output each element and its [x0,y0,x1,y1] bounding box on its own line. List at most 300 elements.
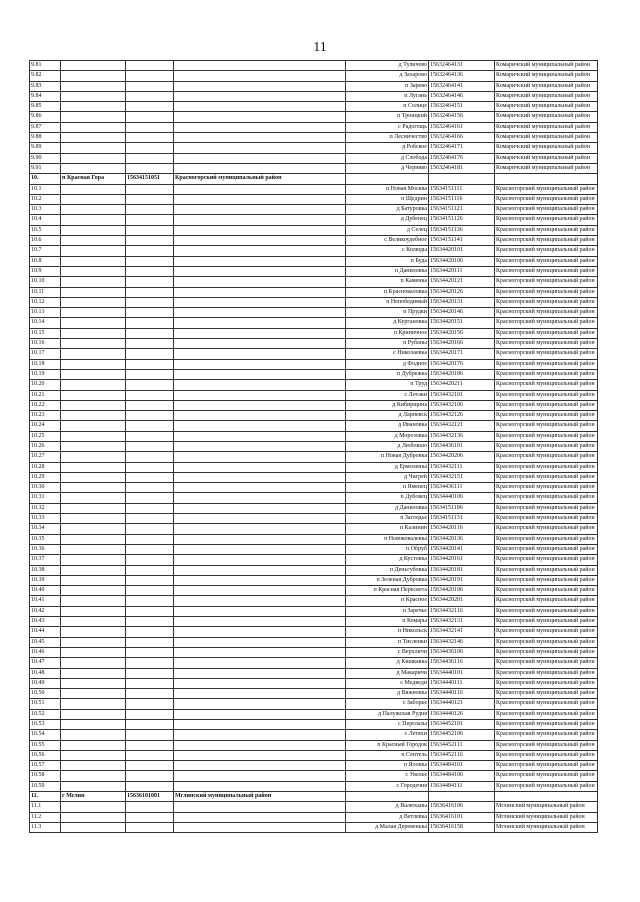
center-name-cell [61,627,126,637]
municipality-name-cell [174,359,346,369]
district-name-cell: Красногорский муниципальный район [495,709,598,719]
oktmo-code-cell: 15632464181 [429,163,495,173]
district-name-cell: Мглинский муниципальный район [495,802,598,812]
center-code-cell [126,647,174,657]
table-body [30,61,598,833]
center-code-cell [126,431,174,441]
settlement-name-cell: д Селец [346,225,429,235]
table-row [30,637,598,647]
center-name-cell [61,71,126,81]
row-number-cell: 10.6 [30,236,61,246]
settlement-name-cell: с Городечня [346,781,429,791]
municipality-name-cell [174,441,346,451]
center-code-cell [126,184,174,194]
center-code-cell [126,689,174,699]
center-code-cell [126,400,174,410]
municipality-name-cell [174,689,346,699]
municipality-name-cell [174,709,346,719]
center-name-cell [61,246,126,256]
center-name-cell [61,596,126,606]
center-name-cell [61,452,126,462]
table-row [30,668,598,678]
district-name-cell: Красногорский муниципальный район [495,359,598,369]
oktmo-code-cell: 15634432146 [429,637,495,647]
center-code-cell [126,575,174,585]
table-row [30,596,598,606]
center-code-cell [126,822,174,832]
district-name-cell: Красногорский муниципальный район [495,246,598,256]
settlement-name-cell: п Солнце [346,102,429,112]
district-name-cell: Красногорский муниципальный район [495,400,598,410]
municipality-name-cell [174,205,346,215]
district-name-cell: Красногорский муниципальный район [495,297,598,307]
municipality-name-cell [174,266,346,276]
row-number-cell: 10.57 [30,761,61,771]
center-name-cell [61,503,126,513]
table-row [30,287,598,297]
center-name-cell [61,122,126,132]
oktmo-code-cell: 15634436101 [429,441,495,451]
municipality-name-cell [174,586,346,596]
table-row [30,647,598,657]
oktmo-code-cell: 15634432136 [429,431,495,441]
oktmo-code-cell: 15634151106 [429,503,495,513]
table-row [30,493,598,503]
row-number-cell: 10.59 [30,781,61,791]
row-number-cell: 10.10 [30,277,61,287]
district-name-cell: Красногорский муниципальный район [495,689,598,699]
center-code-cell [126,102,174,112]
row-number-cell: 11.3 [30,822,61,832]
district-name-cell: Красногорский муниципальный район [495,349,598,359]
center-name-cell [61,163,126,173]
center-code-cell [126,236,174,246]
district-name-cell: Комаричский муниципальный район [495,153,598,163]
table-row [30,411,598,421]
municipality-name-cell [174,431,346,441]
district-name-cell: Красногорский муниципальный район [495,627,598,637]
center-code-cell [126,514,174,524]
center-code-cell: 15636101001 [126,792,174,802]
center-name-cell [61,750,126,760]
table-row [30,380,598,390]
row-number-cell: 10.13 [30,308,61,318]
row-number-cell: 11.1 [30,802,61,812]
oktmo-code-cell: 15634151141 [429,236,495,246]
center-code-cell [126,771,174,781]
table-row [30,102,598,112]
table-row [30,462,598,472]
row-number-cell: 10.32 [30,503,61,513]
table-row [30,308,598,318]
district-name-cell: Красногорский муниципальный район [495,514,598,524]
table-row [30,174,598,184]
settlement-name-cell: п Сентель [346,750,429,760]
district-name-cell: Красногорский муниципальный район [495,194,598,204]
table-row [30,802,598,812]
center-name-cell [61,380,126,390]
oktmo-code-cell: 15634436116 [429,658,495,668]
table-row [30,617,598,627]
municipality-name-cell [174,112,346,122]
municipality-name-cell [174,658,346,668]
center-name-cell [61,802,126,812]
center-name-cell [61,740,126,750]
row-number-cell: 10.49 [30,678,61,688]
center-name-cell [61,277,126,287]
center-name-cell [61,411,126,421]
row-number-cell: 10.55 [30,740,61,750]
municipality-name-cell [174,617,346,627]
municipality-name-cell: Красногорский муниципальный район [174,174,346,184]
district-name-cell: Красногорский муниципальный район [495,596,598,606]
table-row [30,297,598,307]
district-name-cell: Красногорский муниципальный район [495,658,598,668]
settlement-name-cell: п Деньгубовка [346,565,429,575]
oktmo-code-cell: 15634420181 [429,565,495,575]
municipality-name-cell [174,133,346,143]
district-name-cell: Красногорский муниципальный район [495,781,598,791]
municipality-name-cell [174,297,346,307]
oktmo-code-cell: 15632464161 [429,122,495,132]
center-code-cell [126,411,174,421]
row-number-cell: 10.3 [30,205,61,215]
row-number-cell: 9.83 [30,81,61,91]
table-row [30,328,598,338]
municipality-name-cell: Мглинский муниципальный район [174,792,346,802]
settlement-name-cell [346,792,429,802]
district-name-cell: Красногорский муниципальный район [495,524,598,534]
table-row [30,606,598,616]
municipality-name-cell [174,514,346,524]
district-name-cell: Красногорский муниципальный район [495,678,598,688]
row-number-cell: 10.46 [30,647,61,657]
settlement-name-cell: п Никольск [346,627,429,637]
district-name-cell: Красногорский муниципальный район [495,647,598,657]
district-name-cell: Красногорский муниципальный район [495,730,598,740]
settlement-name-cell: п Красное [346,596,429,606]
municipality-name-cell [174,750,346,760]
municipality-name-cell [174,606,346,616]
row-number-cell: 10.2 [30,194,61,204]
municipality-name-cell [174,647,346,657]
row-number-cell: 10.31 [30,493,61,503]
district-name-cell: Красногорский муниципальный район [495,339,598,349]
settlement-name-cell: д Любовшо [346,441,429,451]
center-code-cell [126,194,174,204]
district-name-cell: Красногорский муниципальный район [495,441,598,451]
center-code-cell [126,71,174,81]
oktmo-code-cell: 15634436111 [429,483,495,493]
municipality-name-cell [174,524,346,534]
table-row [30,359,598,369]
district-name-cell: Комаричский муниципальный район [495,112,598,122]
center-name-cell [61,606,126,616]
oktmo-code-cell: 15632464151 [429,102,495,112]
row-number-cell: 10.41 [30,596,61,606]
district-name-cell: Красногорский муниципальный район [495,544,598,554]
district-name-cell: Комаричский муниципальный район [495,143,598,153]
table-row [30,215,598,225]
district-name-cell: Красногорский муниципальный район [495,606,598,616]
oktmo-code-cell: 15634420151 [429,318,495,328]
center-name-cell [61,133,126,143]
municipality-name-cell [174,102,346,112]
center-code-cell [126,308,174,318]
row-number-cell: 10.26 [30,441,61,451]
settlement-name-cell: п Прудки [346,308,429,318]
municipality-name-cell [174,761,346,771]
center-name-cell: п Красная Гора [61,174,126,184]
table-row [30,339,598,349]
table-row [30,709,598,719]
table-row [30,524,598,534]
oktmo-code-cell: 15634432111 [429,462,495,472]
district-name-cell: Комаричский муниципальный район [495,71,598,81]
center-code-cell [126,441,174,451]
municipality-name-cell [174,287,346,297]
district-name-cell [495,174,598,184]
row-number-cell: 10.53 [30,720,61,730]
municipality-name-cell [174,328,346,338]
center-name-cell [61,617,126,627]
center-code-cell [126,205,174,215]
center-name-cell [61,256,126,266]
settlement-name-cell: п Щедрин [346,194,429,204]
row-number-cell: 10.16 [30,339,61,349]
district-name-cell: Комаричский муниципальный район [495,61,598,71]
table-row [30,277,598,287]
settlement-name-cell: с Верхличи [346,647,429,657]
settlement-name-cell: п Зеленая Дубровка [346,575,429,585]
center-code-cell [126,627,174,637]
settlement-name-cell: д Туличево [346,61,429,71]
table-row [30,153,598,163]
center-code-cell [126,61,174,71]
table-row [30,771,598,781]
row-number-cell: 10.23 [30,411,61,421]
center-code-cell [126,503,174,513]
municipality-name-cell [174,411,346,421]
center-code-cell [126,586,174,596]
settlement-name-cell: д Макаричи [346,668,429,678]
settlement-name-cell: п Новая Дубровка [346,452,429,462]
settlement-name-cell: п Заглодье [346,514,429,524]
center-code-cell [126,359,174,369]
settlement-name-cell: п Калинин [346,524,429,534]
center-code-cell [126,328,174,338]
municipality-name-cell [174,163,346,173]
district-name-cell: Красногорский муниципальный район [495,740,598,750]
settlement-name-cell: с Заборье [346,699,429,709]
center-code-cell [126,544,174,554]
center-name-cell [61,112,126,122]
row-number-cell: 9.87 [30,122,61,132]
center-code-cell [126,709,174,719]
row-number-cell: 10.8 [30,256,61,266]
district-name-cell: Красногорский муниципальный район [495,236,598,246]
table-row [30,658,598,668]
district-name-cell: Красногорский муниципальный район [495,699,598,709]
row-number-cell: 10.25 [30,431,61,441]
oktmo-code-cell: 15634432126 [429,411,495,421]
settlement-name-cell: д Ларневск [346,411,429,421]
center-name-cell [61,143,126,153]
settlement-name-cell: д Черняво [346,163,429,173]
district-name-cell: Комаричский муниципальный район [495,122,598,132]
settlement-name-cell: п Криничное [346,328,429,338]
oktmo-code-cell: 15634440121 [429,699,495,709]
municipality-name-cell [174,61,346,71]
oktmo-code-cell: 15634420116 [429,524,495,534]
oktmo-code-cell: 15634420131 [429,297,495,307]
center-name-cell [61,61,126,71]
row-number-cell: 10.50 [30,689,61,699]
oktmo-code-cell: 15634420186 [429,369,495,379]
table-row [30,565,598,575]
table-row [30,194,598,204]
row-number-cell: 10.22 [30,400,61,410]
municipality-name-cell [174,318,346,328]
row-number-cell: 10.33 [30,514,61,524]
oktmo-code-cell: 15634151131 [429,514,495,524]
row-number-cell: 10.15 [30,328,61,338]
district-name-cell: Комаричский муниципальный район [495,102,598,112]
district-name-cell: Красногорский муниципальный район [495,761,598,771]
center-name-cell [61,339,126,349]
municipality-name-cell [174,575,346,585]
row-number-cell: 10.29 [30,472,61,482]
district-name-cell: Красногорский муниципальный район [495,431,598,441]
oktmo-code-cell: 15632464156 [429,112,495,122]
table-row [30,586,598,596]
center-code-cell [126,246,174,256]
settlement-name-cell: д Вяжновка [346,689,429,699]
settlement-name-cell: д Робское [346,143,429,153]
center-code-cell [126,617,174,627]
table-row [30,740,598,750]
table-row [30,184,598,194]
center-name-cell [61,472,126,482]
table-row [30,61,598,71]
district-name-cell: Красногорский муниципальный район [495,617,598,627]
center-code-cell [126,730,174,740]
municipality-name-cell [174,493,346,503]
table-row [30,483,598,493]
center-code-cell [126,143,174,153]
center-name-cell [61,678,126,688]
center-code-cell: 15634151051 [126,174,174,184]
center-code-cell [126,534,174,544]
district-name-cell: Красногорский муниципальный район [495,390,598,400]
settlement-name-cell: п Непобедимый [346,297,429,307]
center-code-cell [126,720,174,730]
district-name-cell: Красногорский муниципальный район [495,380,598,390]
settlement-name-cell: п Красная Пересвета [346,586,429,596]
row-number-cell: 10.37 [30,555,61,565]
center-code-cell [126,668,174,678]
settlement-name-cell: п Даниловка [346,266,429,276]
oktmo-code-cell: 15632464166 [429,133,495,143]
oktmo-code-cell: 15634420201 [429,596,495,606]
center-code-cell [126,812,174,822]
municipality-name-cell [174,472,346,482]
oktmo-code-cell: 15634151111 [429,184,495,194]
center-name-cell [61,184,126,194]
center-code-cell [126,483,174,493]
municipality-name-cell [174,503,346,513]
settlement-name-cell: п Лугань [346,91,429,101]
oktmo-code-cell: 15632464131 [429,61,495,71]
settlement-name-cell: п Зарево [346,81,429,91]
center-name-cell [61,761,126,771]
table-row [30,266,598,276]
table-row [30,349,598,359]
oktmo-code-cell: 15634432141 [429,627,495,637]
center-name-cell [61,308,126,318]
district-name-cell: Красногорский муниципальный район [495,411,598,421]
center-code-cell [126,122,174,132]
table-row [30,225,598,235]
municipality-name-cell [174,534,346,544]
table-row [30,689,598,699]
center-name-cell [61,586,126,596]
table-row [30,81,598,91]
row-number-cell: 10.39 [30,575,61,585]
table-row [30,781,598,791]
oktmo-code-cell: 15634151116 [429,194,495,204]
table-row [30,133,598,143]
district-name-cell: Красногорский муниципальный район [495,266,598,276]
oktmo-code-cell: 15634440106 [429,493,495,503]
oktmo-code-cell: 15634440126 [429,709,495,719]
municipality-name-cell [174,184,346,194]
center-code-cell [126,493,174,503]
district-name-cell: Красногорский муниципальный район [495,318,598,328]
oktmo-code-cell: 15634420171 [429,349,495,359]
row-number-cell: 10.35 [30,534,61,544]
municipality-name-cell [174,812,346,822]
center-name-cell [61,287,126,297]
center-code-cell [126,369,174,379]
row-number-cell: 10.52 [30,709,61,719]
center-code-cell [126,637,174,647]
municipality-name-cell [174,565,346,575]
row-number-cell: 9.81 [30,61,61,71]
center-name-cell [61,194,126,204]
center-code-cell [126,297,174,307]
table-row [30,503,598,513]
center-name-cell [61,565,126,575]
row-number-cell: 10.30 [30,483,61,493]
district-name-cell: Красногорский муниципальный район [495,771,598,781]
district-name-cell: Красногорский муниципальный район [495,565,598,575]
center-name-cell [61,658,126,668]
table-row [30,205,598,215]
oktmo-code-cell: 15636416106 [429,802,495,812]
center-name-cell [61,318,126,328]
center-name-cell [61,524,126,534]
district-name-cell: Красногорский муниципальный район [495,586,598,596]
row-number-cell: 10.21 [30,390,61,400]
settlement-name-cell: д Палужская Рудня [346,709,429,719]
settlement-name-cell: п Троицкий [346,112,429,122]
row-number-cell: 10.12 [30,297,61,307]
oktmo-code-cell: 15634420156 [429,328,495,338]
center-name-cell [61,544,126,554]
oktmo-code-cell: 15634151136 [429,225,495,235]
row-number-cell: 11. [30,792,61,802]
